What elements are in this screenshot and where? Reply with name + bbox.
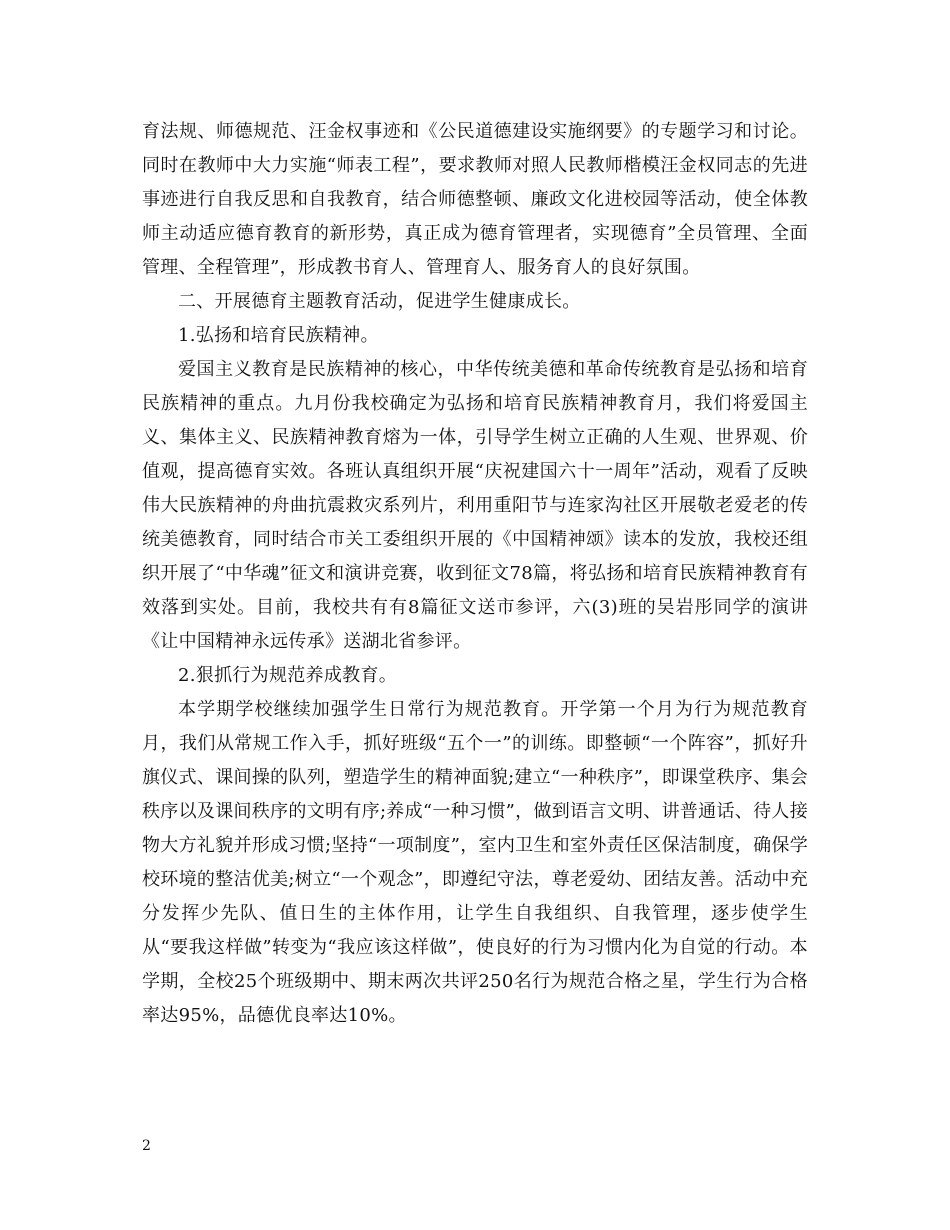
paragraph-continuation: 育法规、师德规范、汪金权事迹和《公民道德建设实施纲要》的专题学习和讨论。同时在教师中大力实施“师表工程”，要求教师对照人民教师楷模汪金权同志的先进事迹进行自我反思和自我教育，结合师德整顿、廉政文化进校园等活动，使全体教师主动适应德育教育的新形势，真正成为德育管理者，实现德育”全员管理、全面管理、全程管理”，形成教书育人、管理育人、服务育人的良好氛围。	[142, 121, 808, 278]
subsection-heading-2-2: 2.狠抓行为规范养成教育。	[178, 665, 398, 686]
page-number: 2	[142, 1138, 151, 1154]
section-heading-2: 二、开展德育主题教育活动，促进学生健康成长。	[178, 291, 581, 312]
document-body	[142, 115, 808, 1033]
paragraph-behavior-norms: 本学期学校继续加强学生日常行为规范教育。开学第一个月为行为规范教育月，我们从常规工作入手，抓好班级“五个一”的训练。即整顿“一个阵容”，抓好升旗仪式、课间操的队列，塑造学生的精神面貌;建立“一种秩序”，即课堂秩序、集会秩序以及课间秩序的文明有序;养成“一种习惯”，做到语言文明、讲普通话、待人接物大方礼貌并形成习惯;坚持“一项制度”，室内卫生和室外责任区保洁制度，确保学校环境的整洁优美;树立“一个观念”，即遵纪守法，尊老爱幼、团结友善。活动中充分发挥少先队、值日生的主体作用，让学生自我组织、自我管理，逐步使学生从“要我这样做”转变为“我应该这样做”，使良好的行为习惯内化为自觉的行动。本学期，全校25个班级期中、期末两次共评250名行为规范合格之星，学生行为合格率达95%，品德优良率达10%。	[142, 699, 808, 1026]
paragraph-national-spirit: 爱国主义教育是民族精神的核心，中华传统美德和革命传统教育是弘扬和培育民族精神的重点。九月份我校确定为弘扬和培育民族精神教育月，我们将爱国主义、集体主义、民族精神教育熔为一体，引导学生树立正确的人生观、世界观、价值观，提高德育实效。各班认真组织开展“庆祝建国六十一周年”活动，观看了反映伟大民族精神的舟曲抗震救灾系列片，利用重阳节与连家沟社区开展敬老爱老的传统美德教育，同时结合市关工委组织开展的《中国精神颂》读本的发放，我校还组织开展了“中华魂”征文和演讲竞赛，收到征文78篇，将弘扬和培育民族精神教育有效落到实处。目前，我校共有有8篇征文送市参评，六(3)班的吴岩彤同学的演讲《让中国精神永远传承》送湖北省参评。	[142, 359, 808, 652]
subsection-heading-2-1: 1.弘扬和培育民族精神。	[178, 325, 379, 346]
